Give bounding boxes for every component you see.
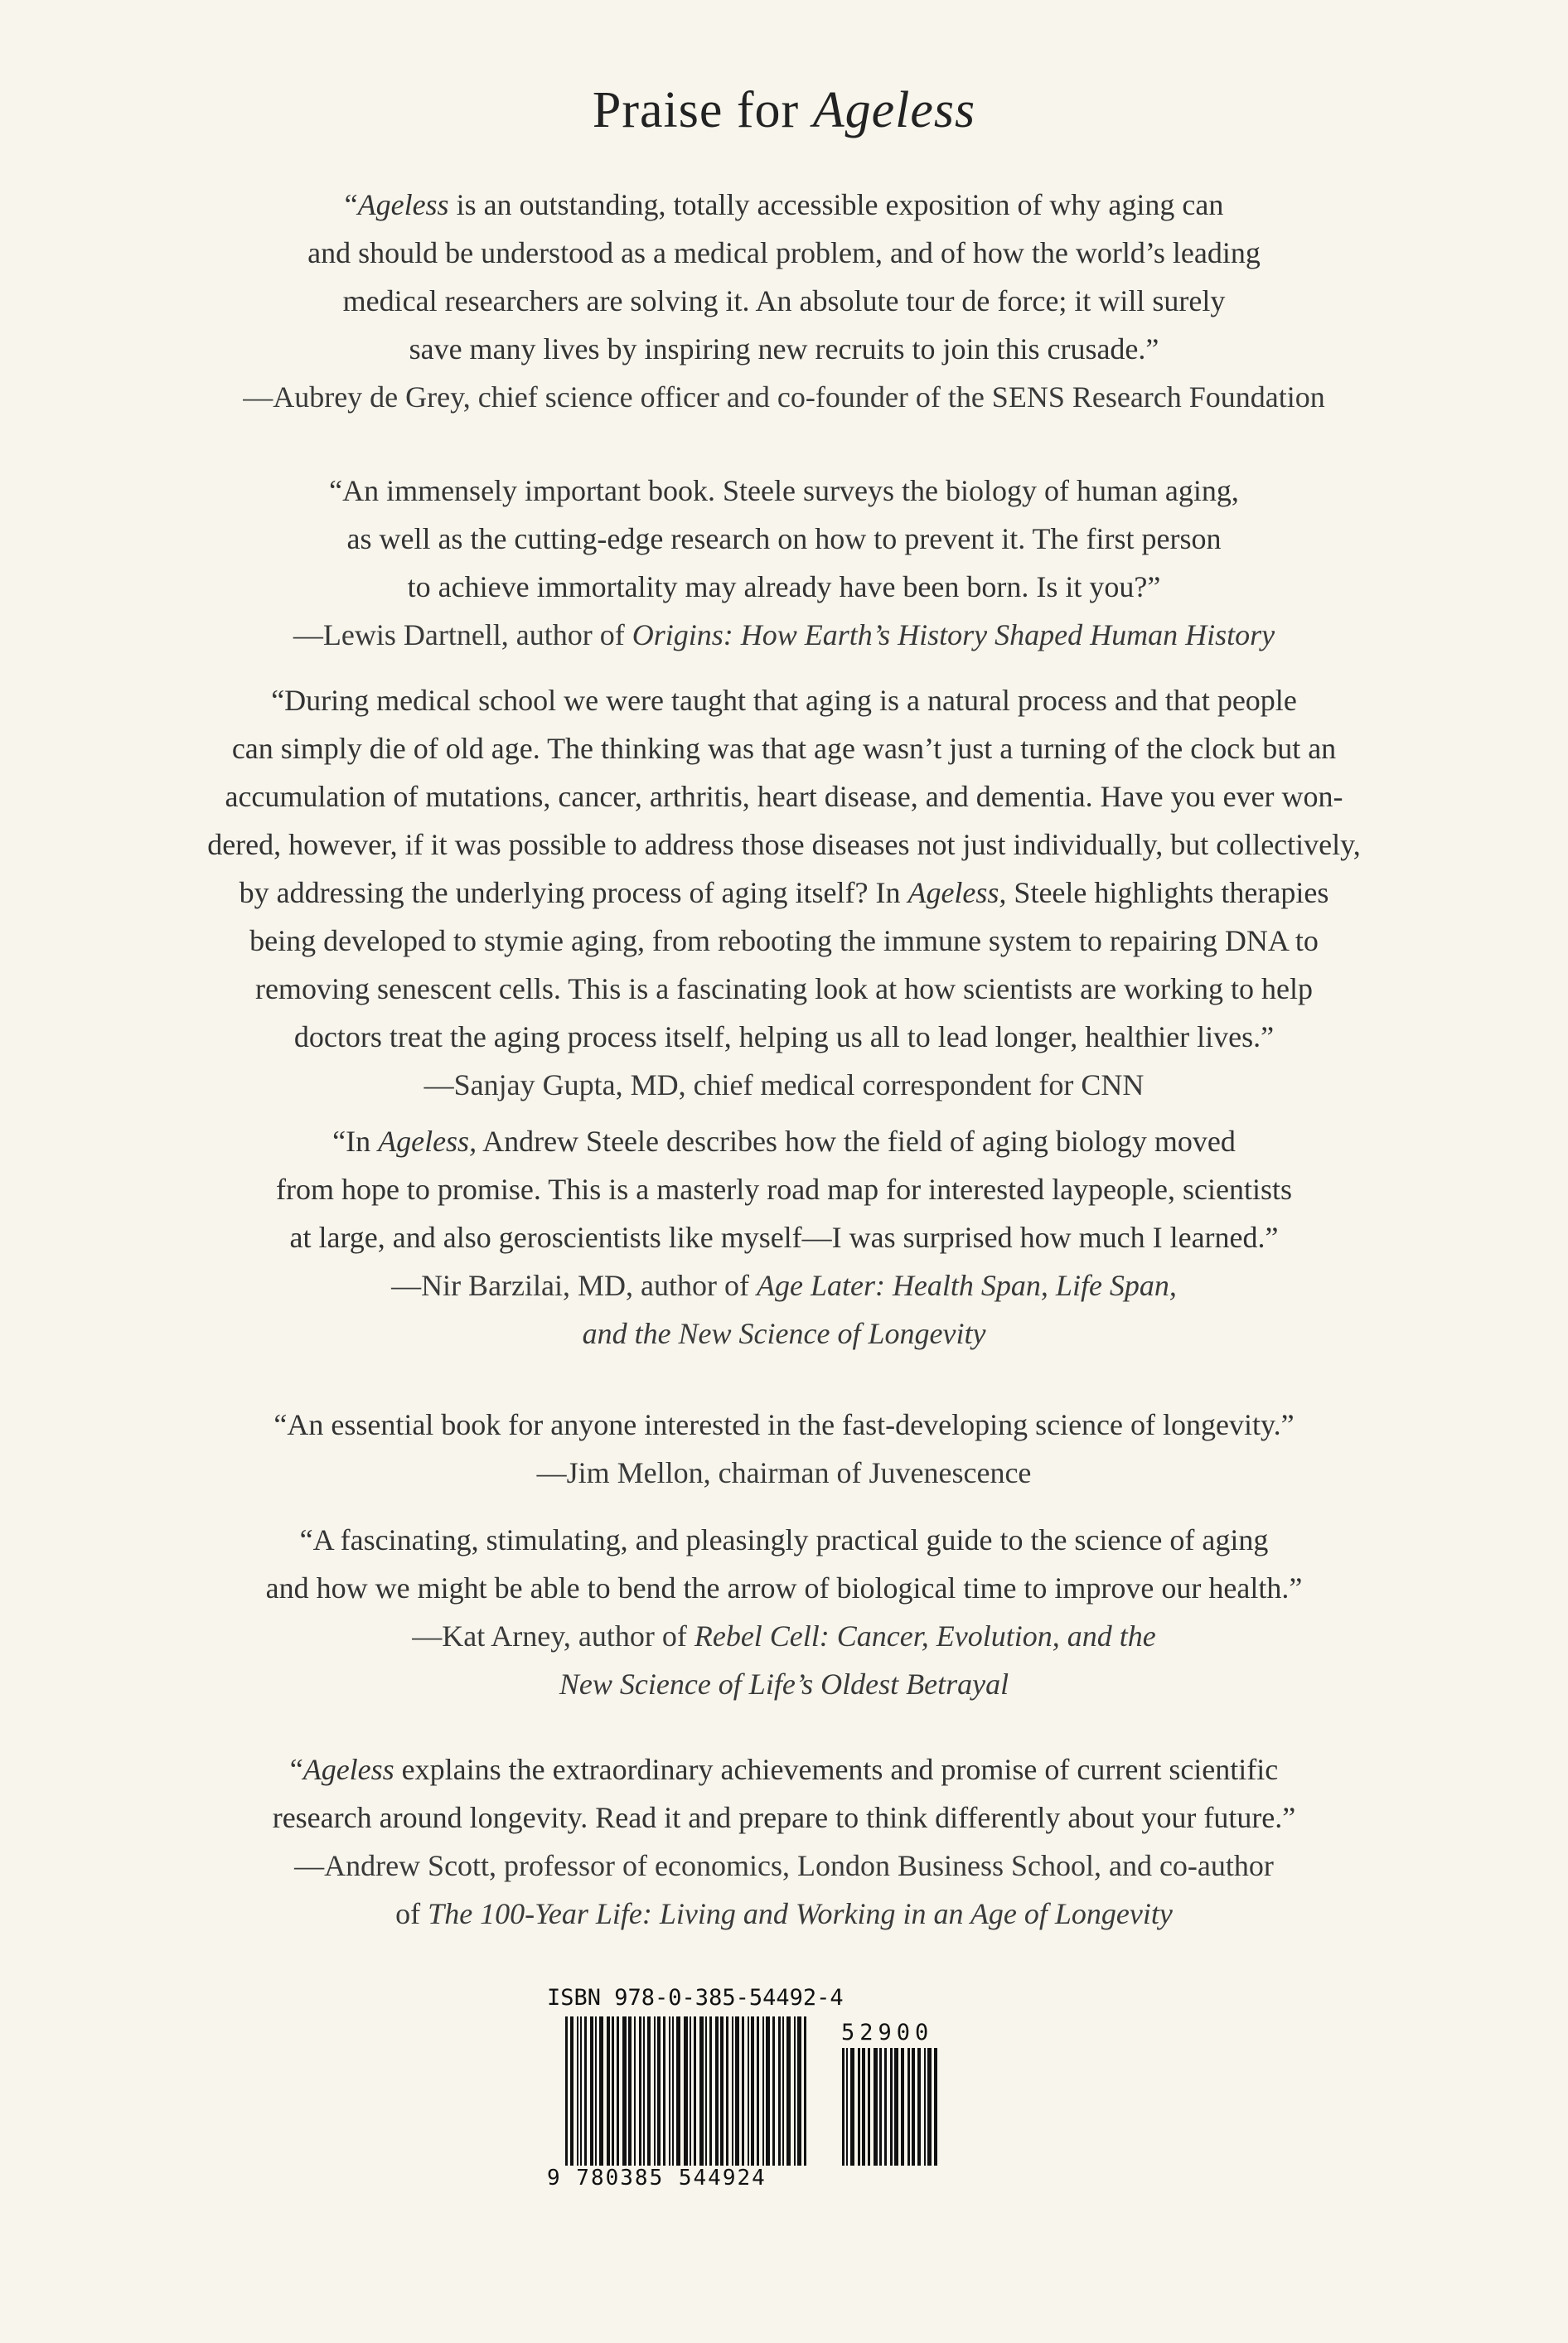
barcode-bar (879, 2048, 882, 2166)
barcode-bar (858, 2048, 860, 2166)
barcode-bar (907, 2048, 910, 2166)
barcode-bar (862, 2048, 865, 2166)
quote-line: can simply die of old age. The thinking was that age wasn’t just a turning of the clock but an (231, 732, 1337, 765)
barcode-bar (584, 2016, 587, 2166)
ean-barcode (565, 2016, 814, 2166)
barcode-bar (742, 2016, 744, 2166)
attribution-line: of The 100-Year Life: Living and Working in an Age of Longevity (395, 1897, 1173, 1930)
barcode-bar (797, 2016, 801, 2166)
quote-line: and how we might be able to bend the arrow of biological time to improve our health.” (265, 1571, 1303, 1605)
barcode-bar (782, 2016, 784, 2166)
quote-line: “A fascinating, stimulating, and pleasingly practical guide to the science of aging (299, 1523, 1269, 1556)
barcode-bar (720, 2016, 724, 2166)
barcode-bar (735, 2016, 739, 2166)
quote-line: at large, and also geroscientists like myself—I was surprised how much I learned.” (289, 1221, 1279, 1254)
barcode-bar (628, 2016, 632, 2166)
barcode-bar (694, 2016, 696, 2166)
barcode-bar (751, 2016, 754, 2166)
barcode-bar (766, 2016, 770, 2166)
blurb-4 (83, 1117, 1485, 1358)
quote-line: “An immensely important book. Steele surveys the biology of human aging, (329, 474, 1239, 507)
quote-line: as well as the cutting-edge research on how to prevent it. The first person (346, 522, 1222, 555)
quote-line: by addressing the underlying process of aging itself? In Ageless, Steele highlights therapies (239, 876, 1329, 909)
attribution-line: and the New Science of Longevity (582, 1317, 986, 1350)
barcode-bar (699, 2016, 704, 2166)
barcode-bar (901, 2048, 904, 2166)
blurb-5 (83, 1401, 1485, 1497)
quote-line: “An essential book for anyone interested in the fast-developing science of longevity.” (273, 1408, 1295, 1441)
blurb-2 (83, 467, 1485, 659)
barcode-bar (884, 2048, 887, 2166)
quote-line: accumulation of mutations, cancer, arthritis, heart disease, and dementia. Have you ever won- (225, 780, 1343, 813)
barcode-bar (607, 2016, 610, 2166)
barcode-bar (639, 2016, 641, 2166)
barcode-bar (715, 2016, 719, 2166)
barcode-bar (676, 2016, 680, 2166)
barcode-bar (772, 2016, 775, 2166)
barcode-bar (917, 2048, 921, 2166)
blurb-3 (83, 676, 1485, 1109)
barcode-bar (663, 2016, 665, 2166)
barcode-bar (580, 2016, 582, 2166)
attribution-line: —Nir Barzilai, MD, author of Age Later: Health Span, Life Span, (391, 1269, 1177, 1302)
barcode-bar (590, 2016, 593, 2166)
barcode-bar (595, 2016, 597, 2166)
barcode-bar (657, 2016, 661, 2166)
barcode-bar (890, 2048, 893, 2166)
quote-line: “In Ageless, Andrew Steele describes how the field of aging biology moved (332, 1125, 1236, 1158)
attribution-line: New Science of Life’s Oldest Betrayal (559, 1668, 1009, 1701)
quote-line: to achieve immortality may already have been born. Is it you?” (407, 570, 1161, 603)
barcode-bar (912, 2048, 915, 2166)
quote-line: save many lives by inspiring new recruits to join this crusade.” (409, 332, 1159, 365)
barcode-bar (786, 2016, 791, 2166)
isbn-label: ISBN 978-0-385-54492-4 (547, 1985, 844, 2011)
barcode-bar (934, 2048, 937, 2166)
barcode-bar (894, 2048, 898, 2166)
attribution-line: —Andrew Scott, professor of economics, London Business School, and co-author (294, 1849, 1274, 1882)
barcode-bar (684, 2016, 688, 2166)
barcode-bar (622, 2016, 627, 2166)
quote-line: from hope to promise. This is a masterly road map for interested laypeople, scientists (275, 1173, 1293, 1206)
barcode-bar (762, 2016, 764, 2166)
blurb-7 (83, 1745, 1485, 1938)
quote-line: “Ageless explains the extraordinary achievements and promise of current scientific (289, 1753, 1279, 1786)
quote-line: removing senescent cells. This is a fascinating look at how scientists are working to help (254, 972, 1314, 1005)
barcode-bar (868, 2048, 870, 2166)
barcode-bar (757, 2016, 759, 2166)
barcode-block (547, 1985, 970, 2209)
attribution-line: —Sanjay Gupta, MD, chief medical correspondent for CNN (423, 1068, 1145, 1101)
barcode-bar (690, 2016, 691, 2166)
barcode-bar (634, 2016, 636, 2166)
quote-line: research around longevity. Read it and prepare to think differently about your future.” (272, 1801, 1296, 1834)
quote-line: doctors treat the aging process itself, helping us all to lead longer, healthier lives.” (293, 1020, 1275, 1053)
quote-line: being developed to stymie aging, from rebooting the immune system to repairing DNA to (249, 924, 1319, 957)
ean-digits: 9 780385 544924 (547, 2166, 767, 2191)
barcode-bar (732, 2016, 733, 2166)
barcode-bar (804, 2016, 806, 2166)
title-book-name: Ageless (812, 82, 976, 138)
barcode-bar (599, 2016, 603, 2166)
quote-line: dered, however, if it was possible to address those diseases not just individually, but collectively, (207, 828, 1361, 861)
attribution-line: —Lewis Dartnell, author of Origins: How Earth’s History Shaped Human History (293, 618, 1275, 651)
quote-line: “During medical school we were taught that aging is a natural process and that people (271, 684, 1297, 717)
quote-line: medical researchers are solving it. An absolute tour de force; it will surely (342, 284, 1226, 317)
barcode-bar (842, 2048, 844, 2166)
barcode-bar (726, 2016, 728, 2166)
blurb-6 (83, 1516, 1485, 1708)
blurb-1 (83, 181, 1485, 421)
barcode-bar (672, 2016, 674, 2166)
barcode-bar (654, 2016, 656, 2166)
barcode-bar (927, 2048, 932, 2166)
barcode-bar (709, 2016, 712, 2166)
barcode-bar (846, 2048, 848, 2166)
price-code: 52900 (841, 2020, 934, 2045)
page-title (0, 81, 1568, 140)
attribution-line: —Aubrey de Grey, chief science officer and co-founder of the SENS Research Foundation (243, 380, 1325, 414)
barcode-bar (647, 2016, 651, 2166)
barcode-bar (577, 2016, 578, 2166)
barcode-bar (748, 2016, 749, 2166)
barcode-bar (565, 2016, 568, 2166)
attribution-line: —Jim Mellon, chairman of Juvenescence (536, 1456, 1032, 1489)
barcode-bar (794, 2016, 796, 2166)
quote-line: and should be understood as a medical problem, and of how the world’s leading (307, 236, 1261, 269)
barcode-bar (874, 2048, 878, 2166)
barcode-bar (570, 2016, 573, 2166)
barcode-bar (612, 2016, 614, 2166)
quote-line: “Ageless is an outstanding, totally accessible exposition of why aging can (344, 188, 1224, 221)
attribution-line: —Kat Arney, author of Rebel Cell: Cancer, Evolution, and the (412, 1619, 1156, 1653)
barcode-bar (778, 2016, 781, 2166)
barcode-bar (850, 2048, 854, 2166)
barcode-bar (669, 2016, 670, 2166)
price-addon-barcode (842, 2048, 941, 2166)
barcode-bar (705, 2016, 707, 2166)
title-prefix: Praise for (592, 82, 813, 138)
barcode-bar (643, 2016, 645, 2166)
barcode-bar (617, 2016, 619, 2166)
barcode-bar (924, 2048, 926, 2166)
